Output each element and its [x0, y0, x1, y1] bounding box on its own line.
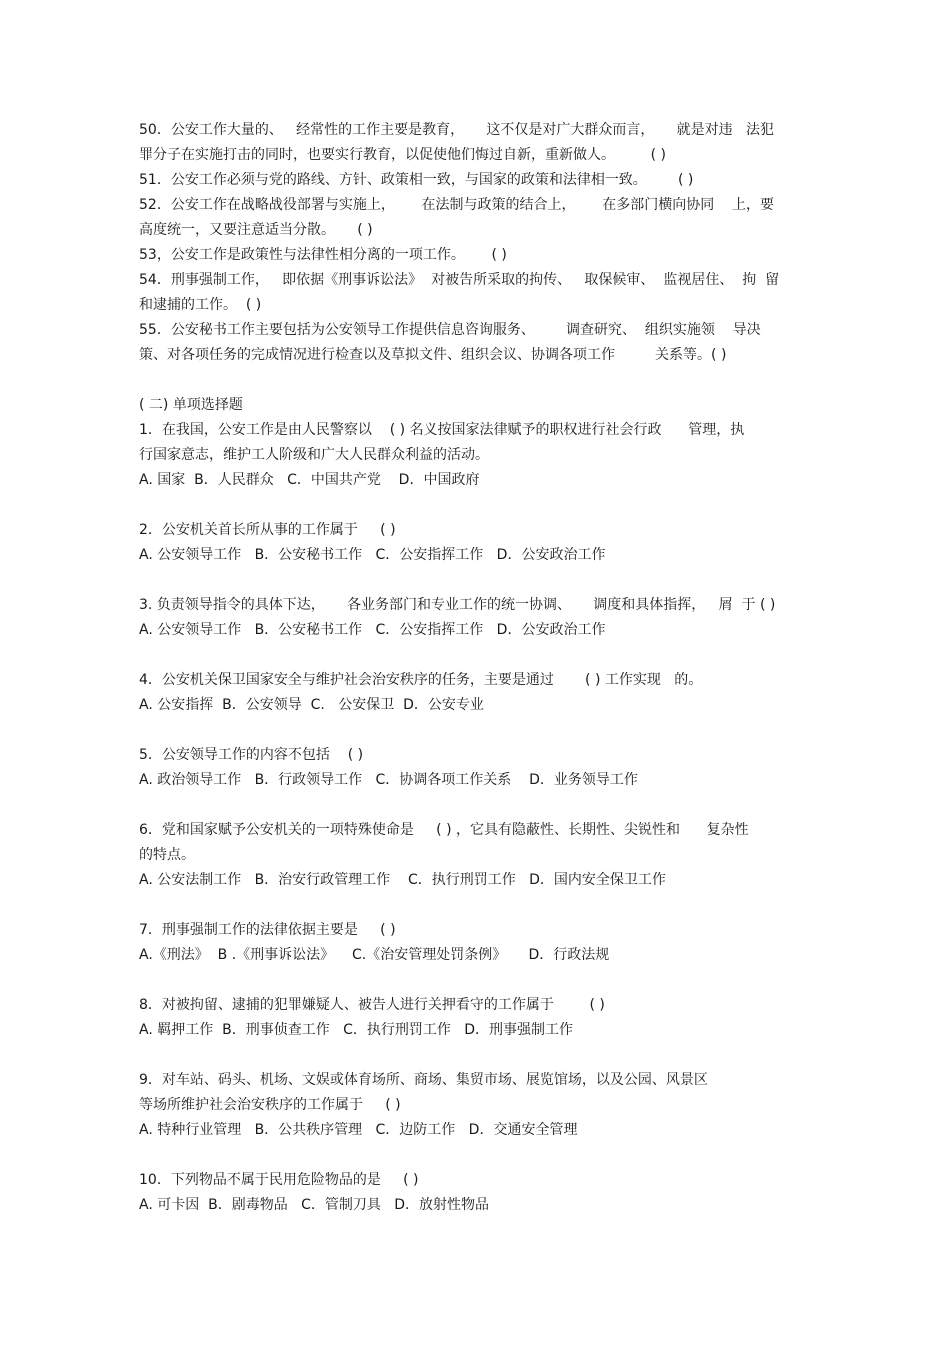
choice-question-9 [139, 1068, 811, 1143]
spacer [139, 718, 811, 743]
spacer [139, 893, 811, 918]
question-text: 5．公安领导工作的内容不包括 ( ) [139, 747, 364, 763]
question-text: 4．公安机关保卫国家安全与维护社会治安秩序的任务，主要是通过 ( ) 工作实现 的。 [139, 672, 703, 688]
question-text: 52．公安工作在战略战役部署与实施上， 在法制与政策的结合上， 在多部门横向协同 上，要 [139, 197, 775, 213]
question-54 [139, 268, 811, 318]
spacer [139, 568, 811, 593]
answer-options: A. 公安领导工作 B．公安秘书工作 C．公安指挥工作 D．公安政治工作 [139, 547, 606, 563]
question-51 [139, 168, 811, 193]
question-text: 9．对车站、码头、机场、文娱或体育场所、商场、集贸市场、展览馆场，以及公园、风景区 [139, 1072, 708, 1088]
question-text: 54．刑事强制工作， 即依据《刑事诉讼法》 对被告所采取的拘传、 取保候审、 监视居住、 拘 留 [139, 272, 780, 288]
choice-question-3 [139, 593, 811, 643]
choice-question-6 [139, 818, 811, 893]
spacer [139, 793, 811, 818]
choice-question-4 [139, 668, 811, 718]
spacer [139, 493, 811, 518]
choice-question-2 [139, 518, 811, 568]
section-title: ( 二) 单项选择题 [139, 397, 243, 413]
answer-options: A. 政治领导工作 B．行政领导工作 C．协调各项工作关系 D．业务领导工作 [139, 772, 638, 788]
answer-options: A. 公安指挥 B．公安领导 C. 公安保卫 D．公安专业 [139, 697, 484, 713]
answer-options: A. 公安领导工作 B．公安秘书工作 C．公安指挥工作 D．公安政治工作 [139, 622, 606, 638]
answer-options: A. 特种行业管理 B．公共秩序管理 C．边防工作 D．交通安全管理 [139, 1122, 578, 1138]
choice-question-1 [139, 418, 811, 493]
question-52 [139, 193, 811, 243]
question-50 [139, 118, 811, 168]
question-text: 50．公安工作大量的、 经常性的工作主要是教育， 这不仅是对广大群众而言， 就是对违 法犯 [139, 122, 775, 138]
document-page [139, 118, 811, 1218]
question-text: 行国家意志，维护工人阶级和广大人民群众利益的活动。 [139, 447, 489, 463]
question-text: 55．公安秘书工作主要包括为公安领导工作提供信息咨询服务、 调查研究、 组织实施领 导决 [139, 322, 761, 338]
spacer [139, 968, 811, 993]
spacer [139, 1043, 811, 1068]
question-text: 3. 负责领导指令的具体下达， 各业务部门和专业工作的统一协调、 调度和具体指挥， 屑 于 ( ) [139, 597, 776, 613]
question-text: 2．公安机关首长所从事的工作属于 ( ) [139, 522, 396, 538]
spacer [139, 368, 811, 393]
question-text: 等场所维护社会治安秩序的工作属于 ( ) [139, 1097, 401, 1113]
choice-question-7 [139, 918, 811, 968]
choice-question-10 [139, 1168, 811, 1218]
question-55 [139, 318, 811, 368]
question-text: 8．对被拘留、逮捕的犯罪嫌疑人、被告人进行关押看守的工作属于 ( ) [139, 997, 605, 1013]
choice-question-5 [139, 743, 811, 793]
question-text: 53，公安工作是政策性与法律性相分离的一项工作。 ( ) [139, 247, 507, 263]
answer-options: A. 国家 B．人民群众 C．中国共产党 D．中国政府 [139, 472, 480, 488]
question-text: 1．在我国，公安工作是由人民警察以 ( ) 名义按国家法律赋予的职权进行社会行政 管理，执 [139, 422, 745, 438]
question-text: 策、对各项任务的完成情况进行检查以及草拟文件、组织会议、协调各项工作 关系等。( ) [139, 347, 727, 363]
choice-question-8 [139, 993, 811, 1043]
answer-options: A. 可卡因 B．剧毒物品 C．管制刀具 D．放射性物品 [139, 1197, 489, 1213]
question-text: 6．党和国家赋予公安机关的一项特殊使命是 ( ) ，它具有隐蔽性、长期性、尖锐性和 复杂性 [139, 822, 749, 838]
spacer [139, 643, 811, 668]
question-text: 的特点。 [139, 847, 195, 863]
question-text: 10．下列物品不属于民用危险物品的是 ( ) [139, 1172, 419, 1188]
question-text: 和逮捕的工作。 ( ) [139, 297, 262, 313]
answer-options: A.《刑法》 B .《刑事诉讼法》 C.《治安管理处罚条例》 D．行政法规 [139, 947, 610, 963]
question-text: 高度统一，又要注意适当分散。 ( ) [139, 222, 373, 238]
question-text: 51．公安工作必须与党的路线、方针、政策相一致，与国家的政策和法律相一致。 ( ) [139, 172, 694, 188]
spacer [139, 1143, 811, 1168]
question-text: 罪分子在实施打击的同时，也要实行教育，以促使他们悔过自新，重新做人。 ( ) [139, 147, 666, 163]
answer-options: A. 公安法制工作 B．治安行政管理工作 C．执行刑罚工作 D．国内安全保卫工作 [139, 872, 666, 888]
question-text: 7．刑事强制工作的法律依据主要是 ( ) [139, 922, 396, 938]
answer-options: A. 羁押工作 B．刑事侦查工作 C．执行刑罚工作 D．刑事强制工作 [139, 1022, 573, 1038]
question-53 [139, 243, 811, 268]
